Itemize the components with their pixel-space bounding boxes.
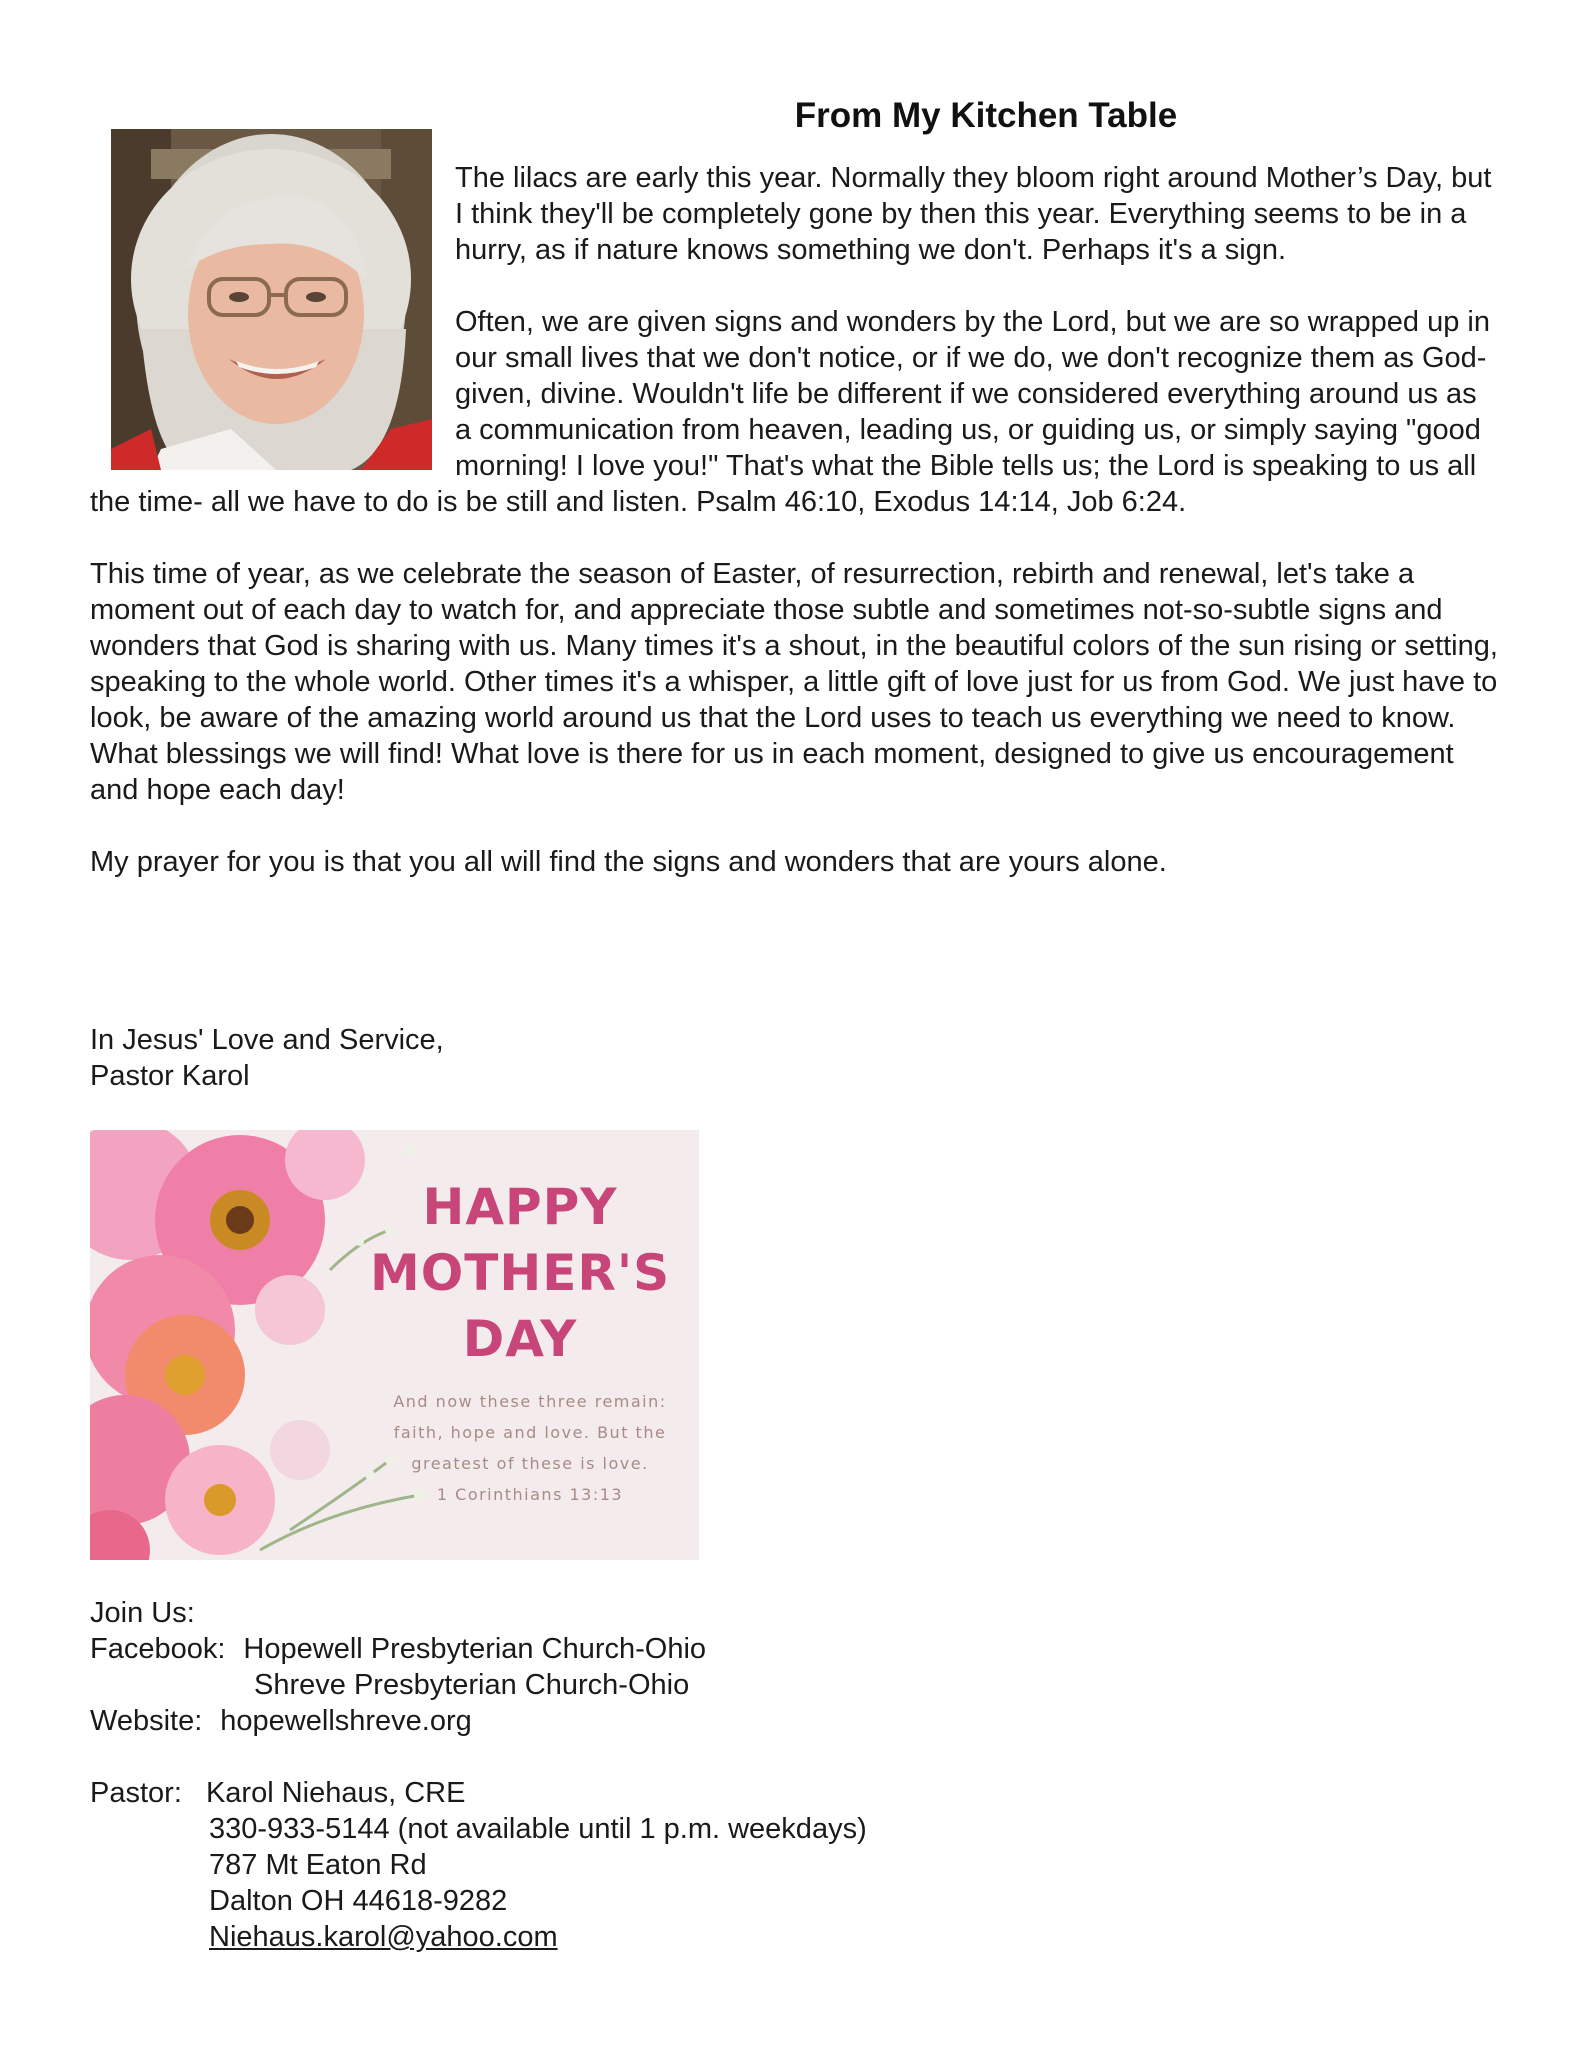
join-heading: Join Us:	[90, 1597, 195, 1629]
pastor-phone: 330-933-5144 (not available until 1 p.m. weekdays)	[209, 1813, 867, 1845]
join-us-section	[90, 1595, 706, 1739]
signature-block	[90, 1022, 444, 1094]
pastor-label: Pastor:	[90, 1777, 182, 1809]
photo-float-space	[90, 160, 455, 478]
website-link[interactable]: hopewellshreve.org	[220, 1705, 472, 1737]
paragraph-1: The lilacs are early this year. Normally they bloom right around Mother’s Day, but I think they'll be completely gone by then this year. Everything seems to be in a hurry, as if nature knows something we don't. Perhaps it's a sign.	[455, 162, 1492, 266]
website-label: Website:	[90, 1705, 203, 1737]
card-heading-line: HAPPY	[422, 1178, 618, 1236]
card-heading-line: MOTHER'S	[370, 1244, 671, 1302]
paragraph-2: Often, we are given signs and wonders by the Lord, but we are so wrapped up in our small lives that we don't notice, or if we do, we don't recognize them as God-given, divine. Wouldn't life be different if we considered everything around us as a communication from heaven, leading us, or guiding us, or simply saying "good morning! I love you!" That's what the Bible tells us; the Lord is speaking to us all the time- all we have to do is be still and listen. Psalm 46:10, Exodus 14:14, Job 6:24.	[90, 306, 1490, 518]
closing-line: In Jesus' Love and Service,	[90, 1024, 444, 1056]
facebook-row	[90, 1631, 706, 1667]
facebook-label: Facebook:	[90, 1633, 226, 1665]
card-heading	[370, 1174, 670, 1372]
facebook-page-shreve: Shreve Presbyterian Church-Ohio	[254, 1669, 690, 1701]
mothers-day-card	[90, 1130, 699, 1560]
card-verse-line: 1 Corinthians 13:13	[436, 1485, 624, 1504]
article-body	[90, 160, 1500, 916]
page-title: From My Kitchen Table	[794, 96, 1178, 135]
card-heading-line: DAY	[462, 1310, 578, 1368]
pastor-row	[90, 1775, 867, 1811]
pastor-email-link[interactable]: Niehaus.karol@yahoo.com	[209, 1921, 558, 1953]
card-verse-line: greatest of these is love.	[411, 1454, 649, 1473]
pastor-name: Karol Niehaus, CRE	[205, 1777, 466, 1809]
pastor-address-line1: 787 Mt Eaton Rd	[209, 1849, 427, 1881]
paragraph-4: My prayer for you is that you all will find the signs and wonders that are yours alone.	[90, 846, 1167, 878]
card-verse-line: And now these three remain:	[393, 1392, 667, 1411]
card-verse-line: faith, hope and love. But the	[393, 1423, 667, 1442]
signature-name: Pastor Karol	[90, 1060, 250, 1092]
pastor-contact	[90, 1775, 867, 1955]
paragraph-3: This time of year, as we celebrate the season of Easter, of resurrection, rebirth and renewal, let's take a moment out of each day to watch for, and appreciate those subtle and sometimes not-so-subtle signs and wonders that God is sharing with us. Many times it's a shout, in the beautiful colors of the sun rising or setting, speaking to the whole world. Other times it's a whisper, a little gift of love just for us from God. We just have to look, be aware of the amazing world around us that the Lord uses to teach us everything we need to know. What blessings we will find! What love is there for us in each moment, designed to give us encouragement and hope each day!	[90, 558, 1498, 806]
facebook-page-hopewell: Hopewell Presbyterian Church-Ohio	[243, 1633, 707, 1665]
card-verse	[370, 1386, 690, 1510]
website-row	[90, 1703, 706, 1739]
pastor-address-line2: Dalton OH 44618-9282	[209, 1885, 508, 1917]
